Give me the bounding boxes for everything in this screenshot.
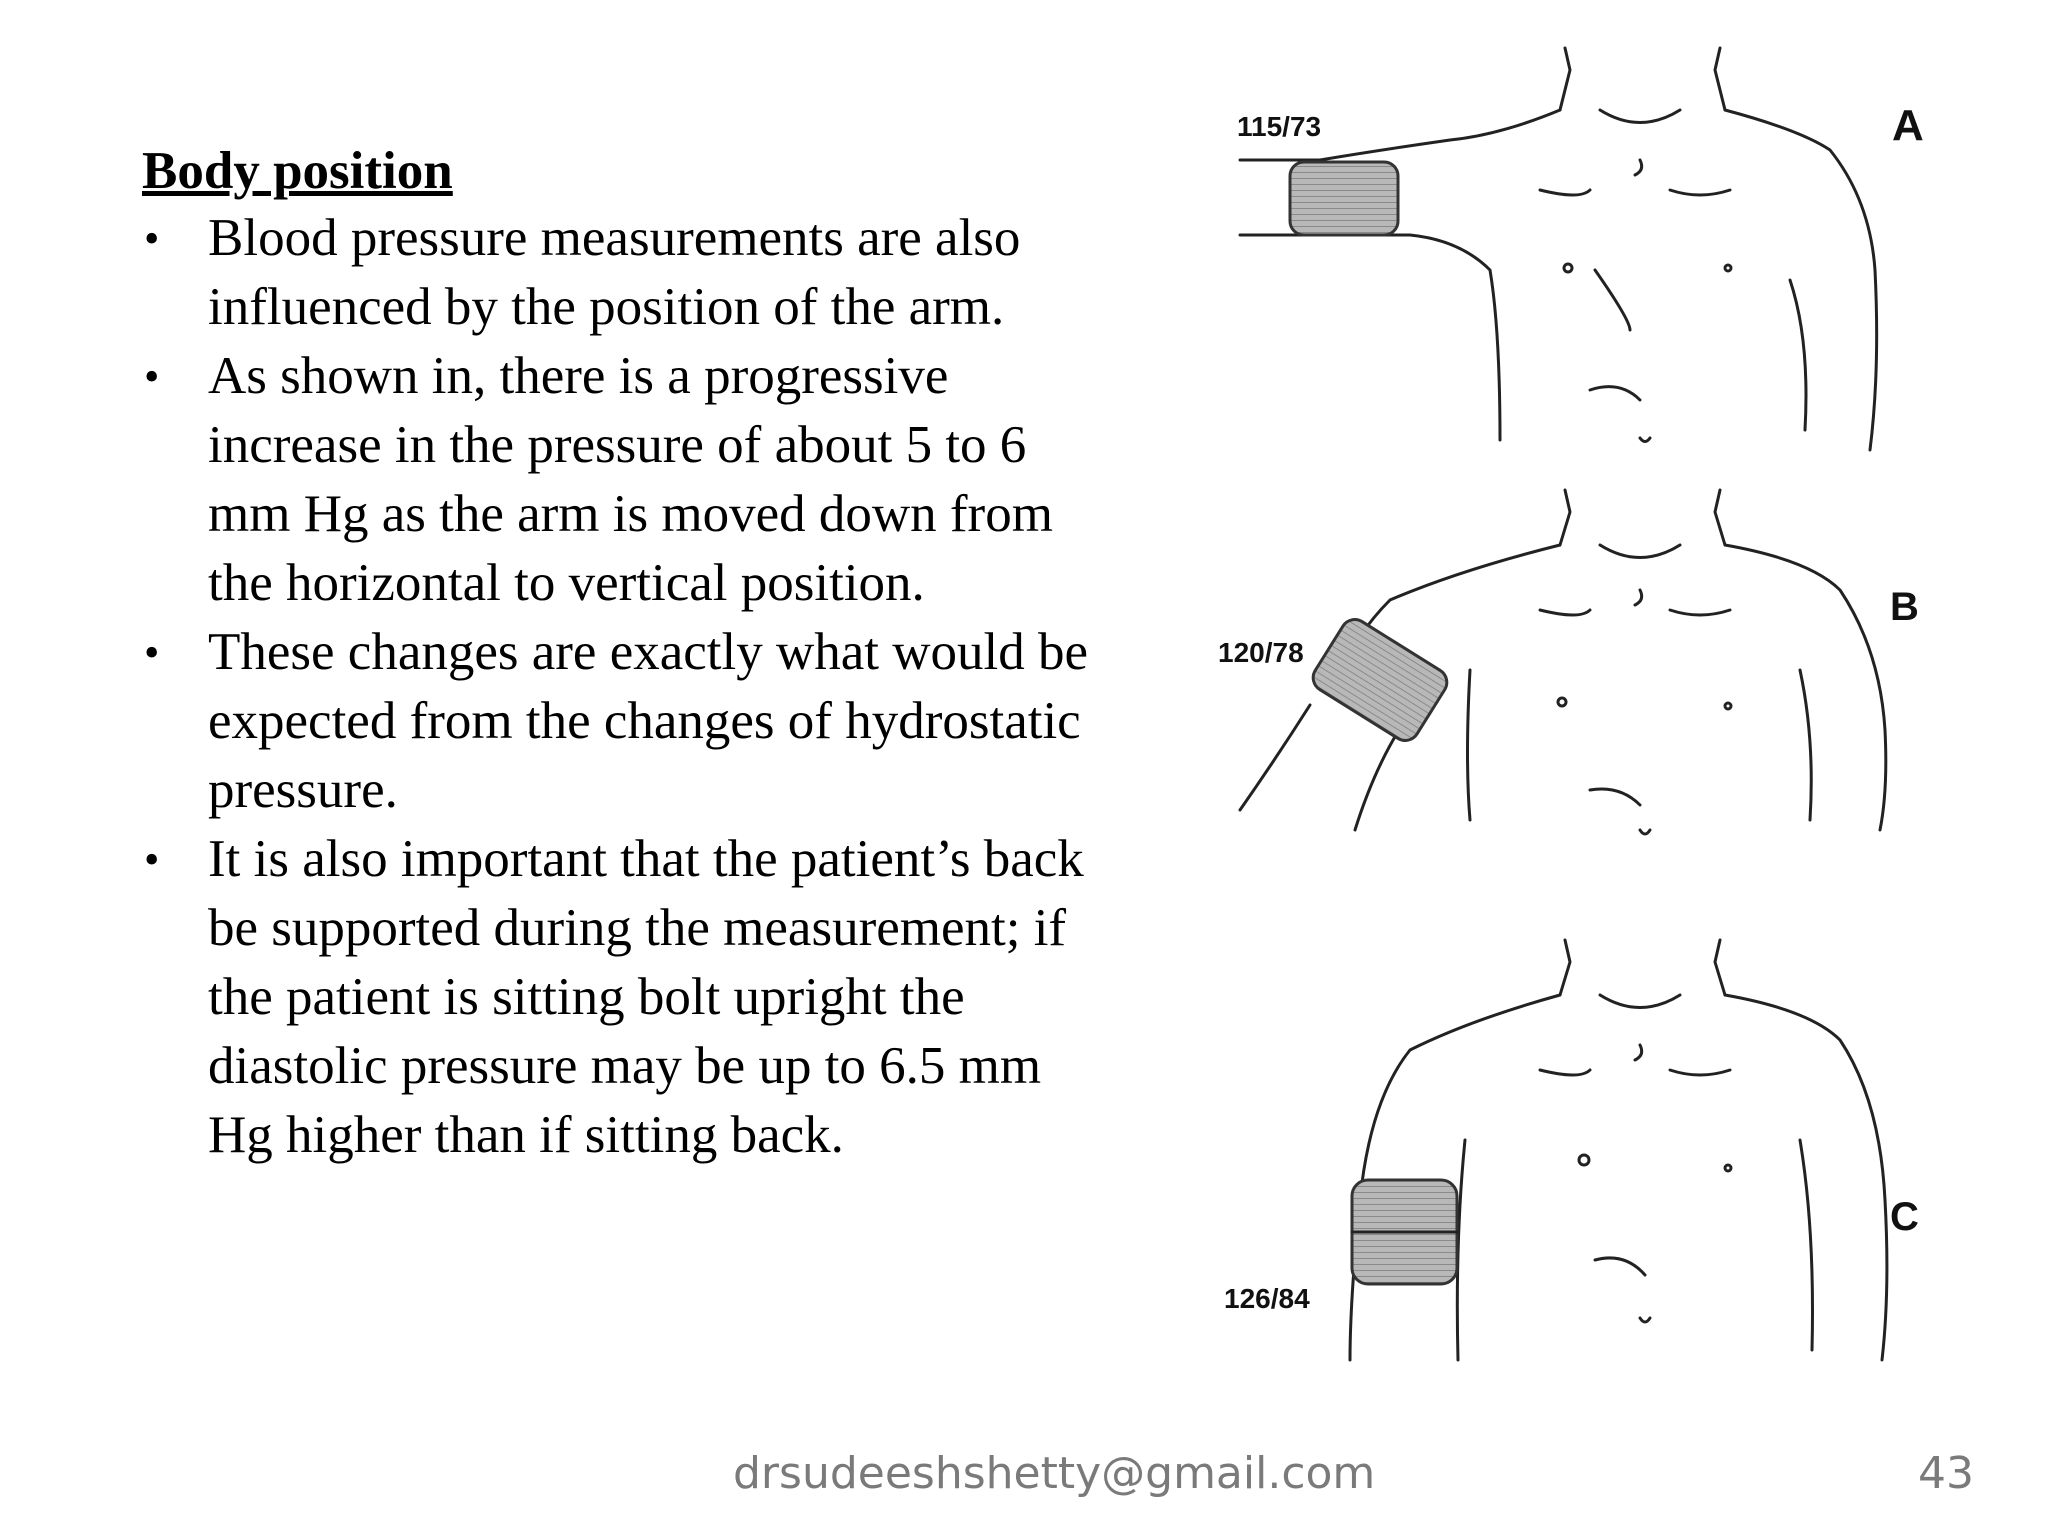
arm-line (1240, 235, 1500, 440)
bullet-item (142, 204, 1182, 342)
panel-letter: C (1890, 1195, 1919, 1239)
neck-line (1715, 48, 1725, 110)
neck-line (1715, 940, 1725, 995)
nipple-mark (1725, 1165, 1731, 1171)
bullet-line: As shown in, there is a progressive (208, 347, 949, 405)
chest-line (1670, 1070, 1730, 1075)
slide-text (142, 138, 1182, 1170)
bullet-line: Blood pressure measurements are also (208, 209, 1021, 267)
bullet-line: expected from the changes of hydrostatic (208, 692, 1081, 750)
bullet-glyph: • (144, 835, 160, 884)
chest-line (1540, 610, 1590, 615)
panel-a (1237, 48, 1924, 450)
neck-notch-line (1635, 1045, 1642, 1060)
abdomen-line (1590, 387, 1640, 400)
bullet-item (142, 825, 1182, 1170)
bullet-glyph: • (144, 214, 160, 263)
neck-line (1560, 940, 1570, 995)
shoulder-line (1725, 110, 1877, 450)
panel-letter: B (1890, 585, 1919, 629)
reading-label: 115/73 (1237, 111, 1322, 142)
torso-line (1800, 1140, 1813, 1350)
bullet-line: increase in the pressure of about 5 to 6 (208, 416, 1027, 474)
arm-position-figure (1200, 40, 1924, 1400)
neck-notch-line (1635, 160, 1642, 175)
abdomen-line (1590, 789, 1640, 805)
nipple-mark (1725, 703, 1731, 709)
chest-line (1670, 610, 1730, 615)
chest-line (1540, 190, 1590, 195)
bullet-line: diastolic pressure may be up to 6.5 mm (208, 1037, 1042, 1095)
bp-cuff (1308, 614, 1452, 745)
panel-letter: A (1892, 101, 1924, 150)
bullet-glyph: • (144, 352, 160, 401)
reading-label: 120/78 (1218, 637, 1304, 668)
nipple-mark (1725, 265, 1731, 271)
nipple-mark (1564, 264, 1572, 272)
bullet-line: Hg higher than if sitting back. (208, 1106, 844, 1164)
slide-number: 43 (1918, 1448, 1974, 1499)
chin-line (1600, 110, 1680, 123)
bullet-line: the horizontal to vertical position. (208, 554, 925, 612)
neck-line (1560, 490, 1570, 545)
navel-mark (1640, 830, 1650, 834)
shoulder-line (1350, 995, 1560, 1360)
bullet-line: It is also important that the patient’s back (208, 830, 1084, 888)
navel-mark (1640, 438, 1650, 442)
bullet-glyph: • (144, 628, 160, 677)
torso-line (1800, 670, 1811, 820)
bullet-line: These changes are exactly what would be (208, 623, 1089, 681)
bullet-line: mm Hg as the arm is moved down from (208, 485, 1053, 543)
reading-label: 126/84 (1224, 1283, 1310, 1314)
panel-c (1224, 940, 1919, 1360)
bullet-item (142, 342, 1182, 618)
chin-line (1600, 995, 1680, 1008)
shoulder-line (1725, 545, 1886, 830)
torso-line (1790, 280, 1806, 430)
footer-email: drsudeeshshetty@gmail.com (733, 1448, 1376, 1499)
bullet-line: be supported during the measurement; if (208, 899, 1067, 957)
bullet-line: pressure. (208, 761, 398, 819)
nipple-mark (1558, 698, 1566, 706)
bp-cuff-group (1308, 614, 1452, 745)
arm-line (1240, 705, 1310, 810)
nipple-mark (1579, 1155, 1589, 1165)
torso-line (1468, 670, 1471, 820)
bullet-item (142, 618, 1182, 825)
bp-cuff (1290, 162, 1398, 235)
slide-heading: Body position (142, 142, 453, 200)
panel-b (1218, 490, 1919, 834)
bullet-line: the patient is sitting bolt upright the (208, 968, 965, 1026)
abdomen-line (1595, 1258, 1645, 1275)
chin-line (1600, 545, 1680, 558)
chest-line (1540, 1070, 1590, 1075)
chest-line (1670, 190, 1730, 195)
arm-position-illustration (1200, 40, 1924, 1400)
bullet-list (142, 204, 1182, 1170)
torso-line (1595, 270, 1630, 330)
bullet-line: influenced by the position of the arm. (208, 278, 1005, 336)
neck-notch-line (1635, 590, 1642, 605)
navel-mark (1640, 1318, 1650, 1322)
neck-line (1560, 48, 1570, 110)
neck-line (1715, 490, 1725, 545)
